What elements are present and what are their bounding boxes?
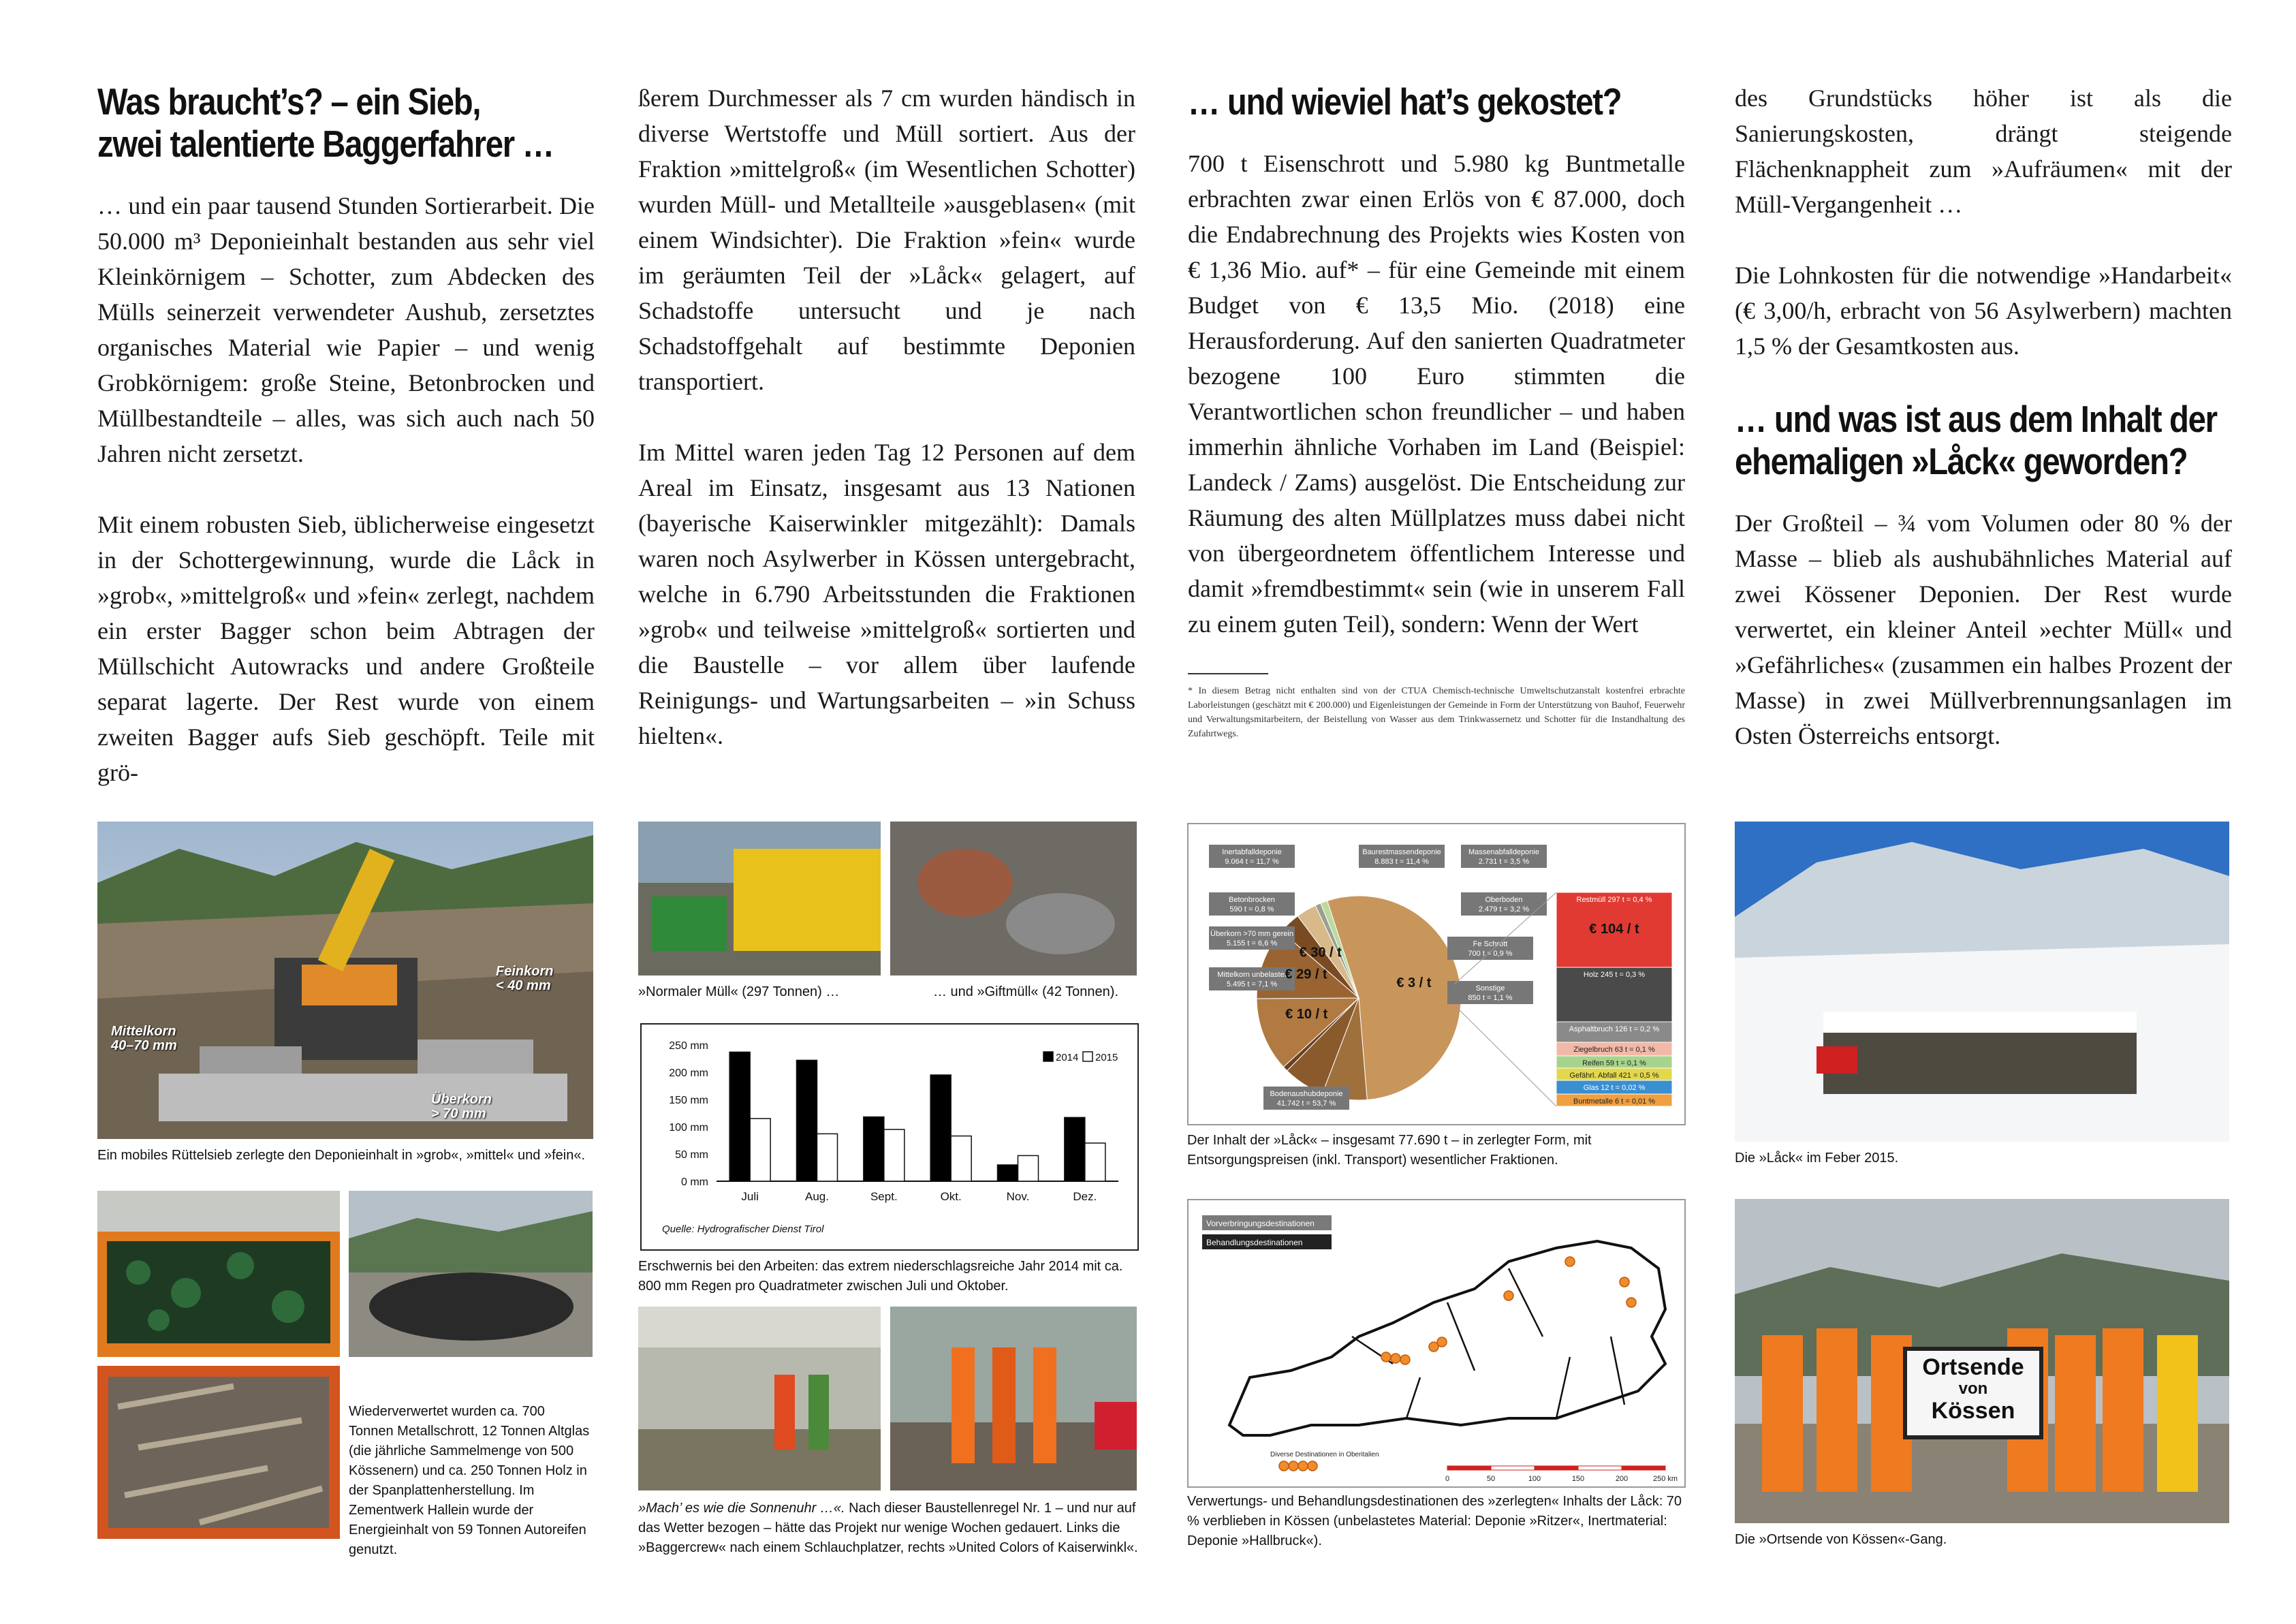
bar-2014	[729, 1052, 750, 1181]
photo-sieve	[97, 822, 593, 1139]
bar-2015	[1018, 1155, 1039, 1181]
bar-2014	[998, 1165, 1018, 1181]
state-borders	[1352, 1268, 1624, 1418]
side-bar-label: Reifen 59 t = 0,1 %	[1582, 1059, 1646, 1067]
pie-label-name: Sonstige	[1475, 984, 1505, 993]
side-bar-label: Asphaltbruch 126 t = 0,2 %	[1569, 1025, 1660, 1033]
photo-winter	[1735, 822, 2229, 1142]
paragraph: ßerem Durchmesser als 7 cm wurden händisch in diverse Wertstoffe und Müll sortiert. Aus der Fraktion »mittelgroß« (im Wesentlichen Schotter) wurden Müll- und Metallteile »ausgeblasen« (mit einem Windsichter). Die Fraktion »fein« wurde im geräumten Teil der »Låck« gelagert, auf Schadstoffe untersucht und je nach Schadstoffgehalt auf bestimmte Deponien transportiert.	[638, 84, 1135, 395]
heading-line: … und was ist aus dem Inhalt der	[1735, 398, 2217, 440]
photo-tires	[349, 1191, 593, 1357]
side-bar-label: Gefährl. Abfall 421 = 0,5 %	[1569, 1072, 1659, 1080]
caption-recycled: Wiederverwertet wurden ca. 700 Tonnen Metallschrott, 12 Tonnen Altglas (die jährliche Sammelmenge von 500 Kössenern) und ca. 250 Tonnen Holz in der Spanplattenherstellung. Im Zementwerk Hallein wurde der Energieinhalt von 59 Tonnen Autoreifen genutzt.	[349, 1404, 590, 1557]
destination-markers	[1279, 1257, 1636, 1471]
scale-segment	[1535, 1466, 1578, 1470]
y-tick-label: 0 mm	[681, 1176, 708, 1188]
label-feinkorn: Feinkorn < 40 mm	[496, 964, 554, 993]
map-legend-2: Behandlungsdestinationen	[1206, 1238, 1303, 1247]
pie-chart-svg	[1189, 824, 1684, 1124]
pie-label-value: 700 t = 0,9 %	[1468, 950, 1513, 958]
scale-segment	[1578, 1466, 1622, 1470]
pie-label-value: 8.883 t = 11,4 %	[1374, 858, 1429, 866]
bar-2014	[930, 1075, 951, 1181]
map-scale	[1445, 1466, 1678, 1483]
pie-label-name: Überkorn >70 mm gerein	[1210, 930, 1293, 938]
heading-line: zwei talentierte Baggerfahrer …	[97, 123, 554, 165]
side-bar-label: Restmüll 297 t = 0,4 %	[1576, 896, 1652, 904]
pie-label-name: Baurestmassendeponie	[1362, 848, 1441, 856]
bar-2014	[1065, 1117, 1085, 1181]
x-tick-label: Aug.	[805, 1190, 829, 1203]
scale-tick-label: 250 km	[1652, 1475, 1678, 1483]
pie-label-name: Fe Schrott	[1473, 940, 1508, 948]
pie-label-name: Inertabfalldeponie	[1222, 848, 1282, 856]
pie-price-label: € 3 / t	[1396, 975, 1432, 990]
bar-2015	[1085, 1143, 1105, 1181]
photo-normal-waste	[638, 822, 881, 975]
map-bottom-label: Diverse Destinationen in Oberitalien	[1270, 1451, 1379, 1458]
y-tick-label: 250 mm	[669, 1040, 708, 1052]
side-bar-label: Holz 245 t = 0,3 %	[1583, 971, 1646, 979]
side-bar-label: Ziegelbruch 63 t = 0,1 %	[1573, 1046, 1655, 1054]
rain-chart-svg	[642, 1025, 1137, 1249]
bar-2014	[797, 1060, 817, 1181]
footnote-rule	[1188, 673, 1268, 674]
pie-label-name: Mittelkorn unbelastet	[1217, 971, 1287, 979]
legend-swatch-2015	[1083, 1052, 1092, 1061]
caption-sieve: Ein mobiles Rüttelsieb zerlegte den Deponieinhalt in »grob«, »mittel« und »fein«.	[97, 1148, 586, 1163]
scale-tick-label: 200	[1615, 1475, 1629, 1483]
bar-2015	[951, 1136, 971, 1181]
legend-swatch-2014	[1043, 1052, 1053, 1061]
sign-ortsende: Ortsende von Kössen	[1922, 1354, 2024, 1424]
caption-winter: Die »Låck« im Feber 2015.	[1735, 1151, 1899, 1166]
austria-outline	[1229, 1241, 1665, 1435]
paragraph: Die Lohnkosten für die notwendige »Handarbeit« (€ 3,00/h, erbracht von 56 Asylwerbern) machten 1,5 % der Gesamtkosten aus.	[1735, 262, 2232, 360]
x-tick-label: Juli	[741, 1190, 759, 1203]
x-tick-label: Nov.	[1006, 1190, 1030, 1203]
paragraph: … und ein paar tausend Stunden Sortierarbeit. Die 50.000 m³ Deponieinhalt bestanden aus sehr viel Kleinkörnigem – Schotter, zum Abdecken des Mülls seinerzeit verwendeter Aushub, zersetztes organisches Material wie Papier – und wenig Grobkörnigem: große Steine, Betonbrocken und Müllbestandteile – alles, was sich auch nach 50 Jahren nicht zersetzt.	[97, 192, 595, 467]
pie-label-value: 850 t = 1,1 %	[1468, 994, 1513, 1002]
bar-2014	[864, 1117, 884, 1181]
legend-label-2014: 2014	[1056, 1052, 1079, 1063]
footnote: * In diesem Betrag nicht enthalten sind von der CTUA Chemisch-technische Umweltschutzanstalt kostenfrei erbrachte Laborleistungen (geschätzt mit € 200.000) und Eigenleistungen der Gemeinde in Form der Unterstützung von Bauhof, Feuerwehr und Verwaltungsmitarbeitern, der Beistellung von Wasser aus dem Trinkwassernetz und Schotter für die Instandhaltung des Zufahrtwegs.	[1188, 686, 1685, 739]
pie-label-value: 5.155 t = 6,6 %	[1226, 939, 1278, 948]
paragraph: Im Mittel waren jeden Tag 12 Personen auf dem Areal im Einsatz, insgesamt aus 13 Nationen (bayerische Kaiserwinkler mitgezählt): Damals waren noch Asylwerber in Kössen untergebracht, welche in 6.790 Arbeitsstunden die Fraktionen »grob« und teilweise »mittelgroß« sortierten und die Baustelle – vor allem über laufende Reinigungs- und Wartungsarbeiten – »in Schuss hielten«.	[638, 439, 1135, 749]
pie-label-value: 2.731 t = 3,5 %	[1478, 858, 1530, 866]
scale-segment	[1491, 1466, 1535, 1470]
caption-map: Verwertungs- und Behandlungsdestinationen des »zerlegten« Inhalts der Låck: 70 % verblieben in Kössen (unbelastetes Material: Deponie »Ritzer«, Inertmaterial: Deponie »Hallbruck«).	[1187, 1494, 1682, 1548]
pie-label-name: Bodenaushubdeponie	[1270, 1090, 1343, 1098]
y-tick-label: 200 mm	[669, 1067, 708, 1079]
caption-sonnenuhr	[638, 1499, 1139, 1558]
pie-label-name: Massenabfalldeponie	[1468, 848, 1539, 856]
map-legend-1: Vorverbringungsdestinationen	[1206, 1219, 1315, 1228]
y-tick-label: 150 mm	[669, 1095, 708, 1106]
austria-map	[1187, 1199, 1686, 1488]
heading-sieve	[97, 80, 554, 165]
pie-label-value: 2.479 t = 3,2 %	[1478, 905, 1530, 914]
label-mittelkorn: Mittelkorn 40–70 mm	[111, 1024, 177, 1053]
caption-sonnenuhr-text: Nach dieser Baustellenregel Nr. 1 – und nur auf das Wetter bezogen – hätte das Projekt nur wenige Wochen gedauert. Links die »Baggercrew« nach einem Schlauchplatzer, rechts »United Colors of Kaiserwinkl«.	[638, 1501, 1138, 1555]
connector-line	[1454, 1005, 1556, 1106]
x-tick-label: Okt.	[940, 1190, 962, 1203]
scale-segment	[1447, 1466, 1491, 1470]
map-svg	[1189, 1200, 1684, 1486]
pie-label-value: 41.742 t = 53,7 %	[1276, 1099, 1336, 1108]
rain-chart	[640, 1023, 1139, 1251]
legend-label-2015: 2015	[1095, 1052, 1118, 1063]
label-ueberkorn: Überkorn > 70 mm	[431, 1092, 492, 1121]
heading-line: Was braucht’s? – ein Sieb,	[97, 80, 481, 123]
column-4	[1735, 80, 2232, 789]
photo-glass	[97, 1191, 340, 1357]
pie-label-value: 5.495 t = 7,1 %	[1226, 980, 1278, 988]
scale-segment	[1622, 1466, 1665, 1470]
paragraph: des Grundstücks höher ist als die Sanierungskosten, drängt steigende Flächenknappheit zum »Aufräumen« mit der Müll-Vergangenheit …	[1735, 84, 2232, 218]
photo-gang	[1735, 1199, 2229, 1523]
column-1	[97, 80, 595, 826]
bar-2015	[750, 1119, 770, 1181]
scale-tick-label: 150	[1571, 1475, 1585, 1483]
caption-sonnenuhr-emphasis: »Mach’ es wie die Sonnenuhr …«.	[638, 1501, 845, 1516]
pie-label-value: 590 t = 0,8 %	[1229, 905, 1274, 914]
paragraph: 700 t Eisenschrott und 5.980 kg Buntmetalle erbrachten zwar einen Erlös von € 87.000, doch die Endabrechnung des Projekts wies Kosten von € 1,36 Mio. auf* – für eine Gemeinde mit einem Budget von € 13,5 Mio. (2018) eine Herausforderung. Auf den sanierten Quadratmeter bezogene 100 Euro stimmten die Verantwortlichen schon freundlicher – und haben immerhin ähnliche Vorhaben im Land (Beispiel: Landeck / Zams) ausgelöst. Die Entscheidung zur Räumung des alten Müllplatzes muss dabei nicht von übergeordnetem öffentlichem Interesse und damit »fremdbestimmt« sein (wie in unserem Fall zu einem guten Teil), sondern: Wenn der Wert	[1188, 150, 1685, 638]
pie-chart	[1187, 823, 1686, 1125]
pie-price-label: € 10 / t	[1285, 1007, 1328, 1022]
paragraph: Mit einem robusten Sieb, üblicherweise eingesetzt in der Schottergewinnung, wurde die Låck in »grob«, »mittelgroß« und »fein« zerlegt, nachdem ein erster Bagger schon beim Abtragen der Müllschicht Autowracks und andere Großteile separat lagerte. Der Rest wurde von einem zweiten Bagger aufs Sieb geschöpft. Teile mit grö-	[97, 511, 595, 786]
scale-tick-label: 0	[1445, 1475, 1450, 1483]
y-tick-label: 100 mm	[669, 1122, 708, 1134]
scale-tick-label: 100	[1528, 1475, 1541, 1483]
caption-pie: Der Inhalt der »Låck« – insgesamt 77.690 t – in zerlegter Form, mit Entsorgungspreisen (inkl. Transport) wesentlicher Fraktionen.	[1187, 1133, 1592, 1168]
photo-baggercrew	[638, 1307, 881, 1490]
heading-cost: … und wieviel hat’s gekostet?	[1188, 80, 1622, 123]
column-2	[638, 80, 1135, 789]
bar-2015	[817, 1134, 838, 1181]
photo-united-colors	[890, 1307, 1137, 1490]
heading-line: ehemaligen »Låck« geworden?	[1735, 440, 2188, 482]
pie-label-value: 9.064 t = 11,7 %	[1225, 858, 1279, 866]
pie-price-label: € 29 / t	[1285, 967, 1327, 982]
y-tick-label: 50 mm	[675, 1149, 708, 1161]
photo-toxic-waste	[890, 822, 1137, 975]
caption-toxic-waste: … und »Giftmüll« (42 Tonnen).	[933, 984, 1119, 999]
caption-rain: Erschwernis bei den Arbeiten: das extrem niederschlagsreiche Jahr 2014 mit ca. 800 mm Regen pro Quadratmeter zwischen Juli und Oktober.	[638, 1259, 1123, 1294]
x-tick-label: Sept.	[870, 1190, 898, 1203]
side-bar-label: Glas 12 t = 0,02 %	[1583, 1084, 1646, 1092]
bar-2015	[884, 1129, 905, 1181]
caption-gang: Die »Ortsende von Kössen«-Gang.	[1735, 1532, 1947, 1547]
side-bar-label: Buntmetalle 6 t = 0,01 %	[1573, 1097, 1656, 1106]
photo-wood	[97, 1366, 340, 1539]
paragraph: Der Großteil – ¾ vom Volumen oder 80 % der Masse – blieb als aushubähnliches Material auf zwei Kössener Deponien. Der Rest wurde verwertet, ein kleiner Anteil »echter Müll« und »Gefährliches« (zusammen ein halbes Prozent der Masse) in zwei Müllverbrennungsanlagen im Osten Österreichs entsorgt.	[1735, 510, 2232, 749]
caption-normal-waste: »Normaler Müll« (297 Tonnen) …	[638, 984, 840, 999]
heading-content	[1735, 398, 2217, 482]
chart-source: Quelle: Hydrografischer Dienst Tirol	[662, 1223, 824, 1235]
column-3	[1188, 80, 1685, 741]
side-bar-price: € 104 / t	[1589, 922, 1639, 937]
x-tick-label: Dez.	[1073, 1190, 1097, 1203]
pie-label-name: Betonbrocken	[1229, 896, 1275, 904]
pie-price-label: € 30 / t	[1299, 945, 1342, 961]
scale-tick-label: 50	[1486, 1475, 1496, 1483]
pie-label-name: Oberboden	[1485, 896, 1523, 904]
